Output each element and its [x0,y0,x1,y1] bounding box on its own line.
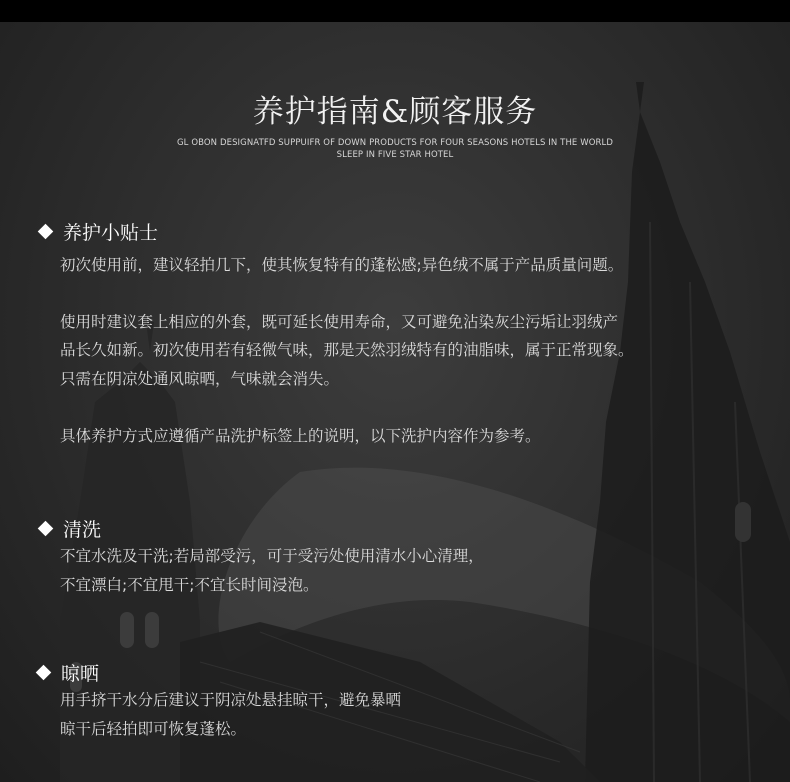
section-heading-washing [36,515,101,542]
subtitle-line-1: GL OBON DESIGNATFD SUPPUIFR OF DOWN PRODUCTS FOR FOUR SEASONS HOTELS IN THE WORLD [177,138,613,148]
cathedral-silhouette-graphic [0,22,790,782]
care-tips-line-2: 使用时建议套上相应的外套，既可延长使用寿命，又可避免沾染灰尘污垢让羽绒产 [60,313,619,331]
section-heading-care-tips [36,218,158,245]
drying-line-1: 用手挤干水分后建议于阴凉处悬挂晾干，避免暴晒 [60,691,402,709]
section-heading-text: 养护小贴士 [63,222,159,244]
section-heading-text: 晾晒 [61,663,100,685]
washing-line-2: 不宜漂白;不宜甩干;不宜长时间浸泡。 [60,576,319,594]
washing-line-1: 不宜水洗及干洗;若局部受污，可于受污处使用清水小心清理， [60,547,484,565]
page-title: 养护指南&顾客服务 [252,94,538,130]
diamond-bullet-icon [36,665,52,681]
diamond-bullet-icon [38,224,54,240]
care-tips-line-1: 初次使用前，建议轻拍几下，使其恢复特有的蓬松感;异色绒不属于产品质量问题。 [60,256,624,274]
diamond-bullet-icon [38,521,54,537]
subtitle-line-2: SLEEP IN FIVE STAR HOTEL [336,150,454,160]
care-tips-line-5: 具体养护方式应遵循产品洗护标签上的说明，以下洗护内容作为参考。 [60,427,541,445]
drying-line-2: 晾干后轻拍即可恢复蓬松。 [60,720,247,738]
section-heading-drying [34,659,99,686]
cathedral-background-image [0,22,790,782]
care-tips-line-3: 品长久如新。初次使用若有轻微气味，那是天然羽绒特有的油脂味，属于正常现象。 [60,341,634,359]
section-heading-text: 清洗 [63,519,102,541]
care-tips-line-4: 只需在阴凉处通风晾晒，气味就会消失。 [60,370,340,388]
top-bar [0,0,790,22]
